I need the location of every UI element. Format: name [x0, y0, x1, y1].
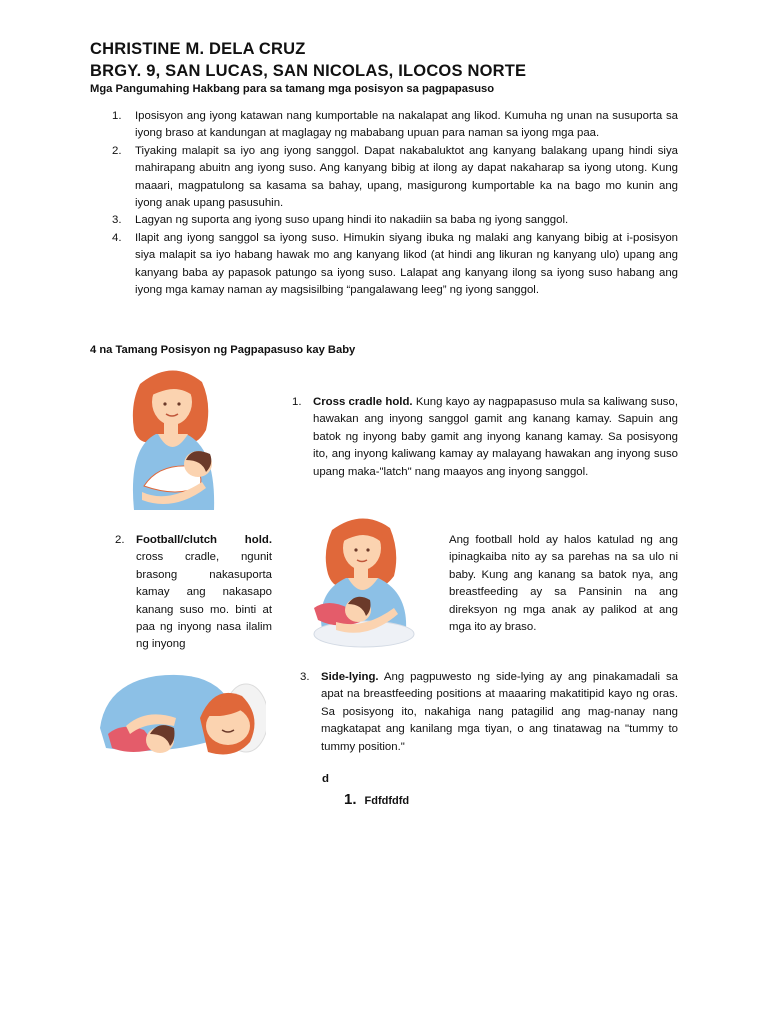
position-side-lying — [300, 669, 678, 756]
step-text: Ilapit ang iyong sanggol sa iyong suso. Himukin siyang ibuka ng malaki ang kanyang bibig at i-posisyon siya malapit sa iyo habang hawak mo ang kanyang likod (at hindi ang likuran ng kanyang ulo) upang ang kanyang baba ay papasok patungo sa iyong suso. Lalapat ang kanyang ilong sa iyong suso habang ang iyong mga kamay naman ay magsisilbing “pangalawang leeg” ng iyong sanggol. — [135, 231, 678, 297]
position-text-left: cross cradle, ngunit brasong nakasuporta kamay ang nakasapo kanang suso mo. binti at paa ng inyong nasa ilalim ng inyong — [136, 551, 272, 651]
position-number: 2. — [115, 534, 125, 546]
cross-cradle-illustration — [118, 364, 226, 510]
stray-text: d — [322, 773, 329, 785]
trailing-item-text: Fdfdfdfd — [364, 795, 410, 807]
step-item — [112, 108, 678, 143]
step-item — [112, 212, 678, 229]
step-item — [112, 143, 678, 213]
step-text: Tiyaking malapit sa iyo ang iyong sanggol. Dapat nakabaluktot ang kanyang balakang upang hindi siya mahirapang abuitn ang iyong suso. Ang kanyang bibig at ilong ay dapat nakaharap sa iyong utong. Kung maaari, magpatulong sa kasama sa bahay, upang, masigurong kumportable ka na bago mo kunin ang iyong anak upang pasusuhin. — [135, 144, 678, 210]
position-football-right: Ang football hold ay halos katulad ng ang ipinagkaiba nito ay sa parehas na sa ulo ni baby. Kung ang kanang sa batok nya, ang breastfeeding ay sa Pansinin na ang direksyon ng mga anak ay palikod at ang mga ito ay braso. — [449, 534, 678, 634]
position-cross-cradle — [292, 394, 678, 481]
position-text: Ang pagpuwesto ng side-lying ay ang pinakamadali sa apat na breastfeeding positions at maaaring makatitipid kayo ng oras. Sa posisyong ito, nakahiga nang patagilid ang mag-nanay nang magkatapat ang kanilang mga tiyan, o ang tinatawag na "tummy to tummy position." — [321, 671, 678, 753]
step-text: Lagyan ng suporta ang iyong suso upang hindi ito nakadiin sa baba ng iyong sanggol. — [135, 214, 569, 227]
position-football-left — [115, 532, 272, 654]
document-subtitle: Mga Pangumahing Hakbang para sa tamang mga posisyon sa pagpapasuso — [90, 83, 495, 95]
author-name: CHRISTINE M. DELA CRUZ — [90, 40, 306, 58]
side-lying-illustration — [96, 656, 266, 796]
trailing-item-number: 1. — [344, 791, 357, 808]
position-text: Kung kayo ay nagpapasuso mula sa kaliwang suso, hawakan ang inyong sanggol gamit ang kanang kamay. Sapuin ang batok ng inyong baby gamit ang inyong kanang kamay. Sa posisyong ito, ang inyong kaliwang kamay ay malayang hawakan ang inyong suso upang maka-"latch" nang maayos ang inyong sanggol. — [313, 396, 678, 478]
step-number: 2. — [112, 144, 122, 157]
position-number: 1. — [292, 396, 302, 408]
position-number: 3. — [300, 671, 310, 683]
step-number: 3. — [112, 214, 122, 227]
trailing-list-item — [344, 791, 409, 809]
step-item — [112, 230, 678, 300]
section-title: 4 na Tamang Posisyon ng Pagpapasuso kay Baby — [90, 344, 356, 356]
step-number: 4. — [112, 231, 122, 244]
football-hold-illustration — [308, 512, 416, 650]
author-address: BRGY. 9, SAN LUCAS, SAN NICOLAS, ILOCOS NORTE — [90, 62, 527, 80]
position-title: Cross cradle hold. — [313, 396, 413, 408]
position-title: Football/clutch hold. — [136, 534, 272, 546]
steps-list — [112, 108, 678, 299]
step-text: Iposisyon ang iyong katawan nang kumportable na nakalapat ang likod. Kumuha ng unan na susuporta sa iyong braso at kandungan at maglagay ng mababang upuan para naman sa iyong mga paa. — [135, 110, 678, 140]
position-title: Side-lying. — [321, 671, 379, 683]
step-number: 1. — [112, 110, 122, 122]
